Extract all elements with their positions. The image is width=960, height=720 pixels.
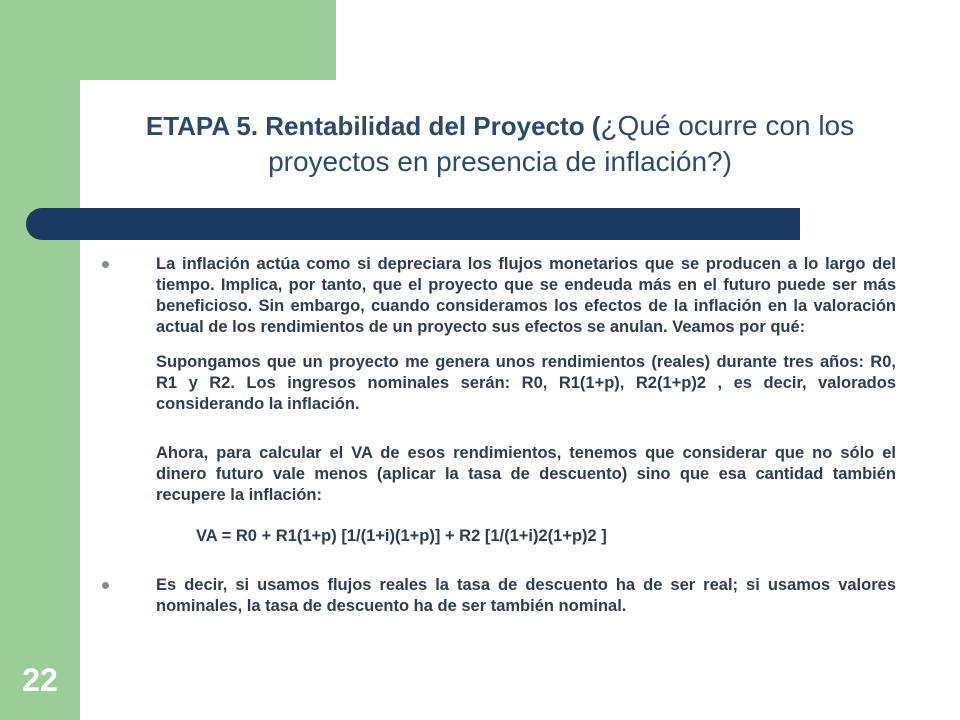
paragraph-va: Ahora, para calcular el VA de esos rendimientos, tenemos que considerar que no sólo el dinero futuro vale menos (aplicar la tasa de descuento) sino que esa cantidad también recupere la inflación: xyxy=(156,444,896,504)
slide-number: 22 xyxy=(22,662,58,698)
bullet-text-conclusion: Es decir, si usamos flujos reales la tasa de descuento ha de ser real; si usamos valores nominales, la tasa de descuento ha de ser también nominal. xyxy=(156,576,896,615)
slide-body xyxy=(100,254,896,617)
title-divider-bar xyxy=(26,208,800,240)
left-accent-band xyxy=(0,0,80,720)
va-formula: VA = R0 + R1(1+p) [1/(1+i)(1+p)] + R2 [1/(1+i)2(1+p)2 ] xyxy=(196,527,607,545)
bullet-item xyxy=(100,575,896,617)
slide-title xyxy=(100,108,900,181)
slide-title-question: ¿Qué ocurre con los proyectos en presencia de inflación?) xyxy=(268,110,855,178)
bullet-item xyxy=(100,254,896,338)
paragraph-example: Supongamos que un proyecto me genera unos rendimientos (reales) durante tres años: R0, R1 y R2. Los ingresos nominales serán: R0, R1(1+p), R2(1+p)2 , es decir, valorados considerando la inflación. xyxy=(156,353,896,413)
bullet-text-inflation: La inflación actúa como si depreciara los flujos monetarios que se producen a lo largo del tiempo. Implica, por tanto, que el proyecto que se endeuda más en el futuro puede ser más beneficioso. Sin embargo, cuando consideramos los efectos de la inflación en la valoración actual de los rendimientos de un proyecto sus efectos se anulan. Veamos por qué: xyxy=(156,255,896,336)
top-accent-band xyxy=(80,0,336,80)
bullet-icon xyxy=(102,261,109,268)
slide-title-bold: ETAPA 5. Rentabilidad del Proyecto ( xyxy=(145,111,601,141)
bullet-icon xyxy=(102,582,109,589)
